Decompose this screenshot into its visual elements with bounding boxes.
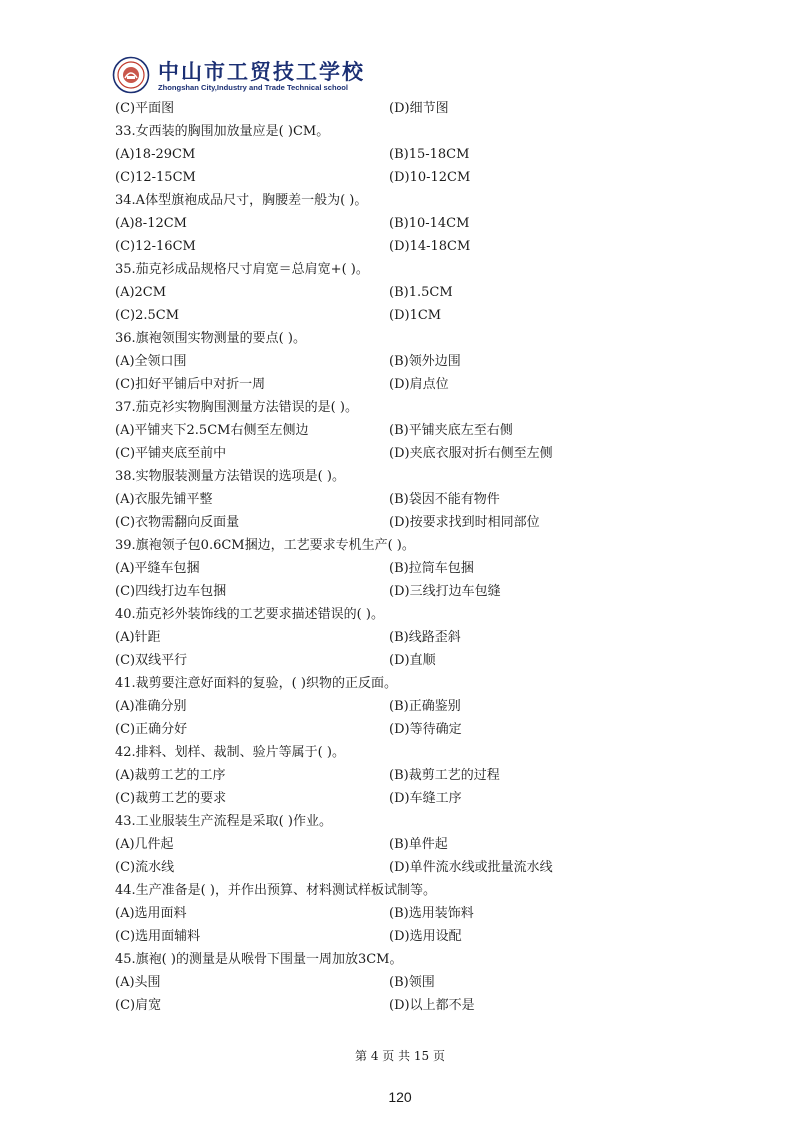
- option-left: (A)选用面料: [115, 906, 187, 921]
- option-right: (B)裁剪工艺的过程: [389, 768, 500, 783]
- option-row: [115, 787, 715, 810]
- option-left: (A)针距: [115, 630, 161, 645]
- option-row: [115, 833, 715, 856]
- option-left: (A)准确分别: [115, 699, 187, 714]
- option-left: (C)四线打边车包捆: [115, 584, 227, 599]
- option-left: (A)平缝车包捆: [115, 561, 200, 576]
- option-row: [115, 856, 715, 879]
- option-left: (C)选用面辅料: [115, 929, 201, 944]
- option-left: (C)2.5CM: [115, 308, 180, 323]
- option-right: (B)10-14CM: [389, 216, 470, 231]
- option-left: (A)平铺夹下2.5CM右侧至左侧边: [115, 423, 309, 438]
- option-left: (A)8-12CM: [115, 216, 187, 231]
- option-right: (D)肩点位: [389, 377, 449, 392]
- question-text: 43.工业服装生产流程是采取( )作业。: [115, 814, 332, 829]
- option-left: (A)18-29CM: [115, 147, 196, 162]
- option-left: (A)裁剪工艺的工序: [115, 768, 226, 783]
- option-right: (D)单件流水线或批量流水线: [389, 860, 553, 875]
- option-row: [115, 304, 715, 327]
- question-text: 38.实物服装测量方法错误的选项是( )。: [115, 469, 345, 484]
- option-left: (C)平面图: [115, 101, 175, 116]
- question-text: 41.裁剪要注意好面料的复验，( )织物的正反面。: [115, 676, 397, 691]
- question-text: 39.旗袍领子包0.6CM捆边，工艺要求专机生产( )。: [115, 538, 415, 553]
- option-row: [115, 511, 715, 534]
- option-row: [115, 649, 715, 672]
- option-left: (A)2CM: [115, 285, 167, 300]
- option-right: (B)领外边围: [389, 354, 461, 369]
- option-row: [115, 235, 715, 258]
- option-right: (D)1CM: [389, 308, 442, 323]
- option-row: [115, 97, 715, 120]
- option-row: [115, 373, 715, 396]
- option-right: (D)选用设配: [389, 929, 462, 944]
- page-of-label: 第 4 页 共 15 页: [355, 1049, 445, 1063]
- option-row: [115, 419, 715, 442]
- option-right: (D)等待确定: [389, 722, 462, 737]
- question-text: 37.茄克衫实物胸围测量方法错误的是( )。: [115, 400, 358, 415]
- question-text: 35.茄克衫成品规格尺寸肩宽＝总肩宽+( )。: [115, 262, 369, 277]
- question-text: 45.旗袍( )的测量是从喉骨下围量一周加放3CM。: [115, 952, 403, 967]
- option-right: (B)正确鉴别: [389, 699, 461, 714]
- option-right: (B)15-18CM: [389, 147, 470, 162]
- option-right: (B)袋因不能有物件: [389, 492, 500, 507]
- school-logo-icon: [112, 56, 150, 94]
- option-right: (B)拉筒车包捆: [389, 561, 474, 576]
- option-right: (D)夹底衣服对折右侧至左侧: [389, 446, 553, 461]
- option-left: (A)头围: [115, 975, 161, 990]
- option-right: (D)以上都不是: [389, 998, 475, 1013]
- option-left: (C)12-16CM: [115, 239, 196, 254]
- option-left: (C)裁剪工艺的要求: [115, 791, 227, 806]
- option-left: (C)平铺夹底至前中: [115, 446, 227, 461]
- option-right: (D)10-12CM: [389, 170, 471, 185]
- option-row: [115, 212, 715, 235]
- option-right: (B)领围: [389, 975, 435, 990]
- option-row: [115, 764, 715, 787]
- option-left: (C)双线平行: [115, 653, 188, 668]
- option-right: (D)按要求找到时相同部位: [389, 515, 540, 530]
- option-row: [115, 718, 715, 741]
- option-right: (B)1.5CM: [389, 285, 453, 300]
- option-row: [115, 143, 715, 166]
- option-row: [115, 166, 715, 189]
- option-row: [115, 902, 715, 925]
- page-number: 120: [388, 1089, 412, 1105]
- school-header: [112, 56, 512, 96]
- question-text: 42.排料、划样、裁制、验片等属于( )。: [115, 745, 345, 760]
- option-row: [115, 350, 715, 373]
- option-row: [115, 626, 715, 649]
- option-left: (C)扣好平铺后中对折一周: [115, 377, 266, 392]
- option-left: (C)正确分好: [115, 722, 188, 737]
- question-text: 40.茄克衫外装饰线的工艺要求描述错误的( )。: [115, 607, 384, 622]
- option-left: (C)12-15CM: [115, 170, 196, 185]
- option-right: (B)线路歪斜: [389, 630, 461, 645]
- option-right: (D)三线打边车包缝: [389, 584, 501, 599]
- option-right: (D)细节图: [389, 101, 449, 116]
- option-left: (C)衣物需翻向反面量: [115, 515, 240, 530]
- option-row: [115, 488, 715, 511]
- option-right: (B)选用装饰料: [389, 906, 474, 921]
- school-name-en: Zhongshan City,Industry and Trade Technical school: [158, 83, 349, 92]
- option-row: [115, 580, 715, 603]
- option-row: [115, 925, 715, 948]
- option-right: (D)车缝工序: [389, 791, 462, 806]
- school-name-cn: 中山市工贸技工学校: [158, 60, 365, 84]
- question-list: [115, 97, 715, 1017]
- option-row: [115, 281, 715, 304]
- question-text: 36.旗袍领围实物测量的要点( )。: [115, 331, 306, 346]
- option-row: [115, 557, 715, 580]
- option-left: (A)全领口围: [115, 354, 187, 369]
- option-right: (D)直顺: [389, 653, 436, 668]
- option-row: [115, 994, 715, 1017]
- question-text: 44.生产准备是( )，并作出预算、材料测试样板试制等。: [115, 883, 436, 898]
- option-left: (A)衣服先铺平整: [115, 492, 213, 507]
- option-row: [115, 695, 715, 718]
- option-right: (B)平铺夹底左至右侧: [389, 423, 513, 438]
- option-left: (C)肩宽: [115, 998, 162, 1013]
- option-left: (C)流水线: [115, 860, 175, 875]
- question-text: 34.A体型旗袍成品尺寸，胸腰差一般为( )。: [115, 193, 368, 208]
- option-right: (B)单件起: [389, 837, 448, 852]
- option-right: (D)14-18CM: [389, 239, 471, 254]
- question-text: 33.女西装的胸围加放量应是( )CM。: [115, 124, 330, 139]
- option-row: [115, 442, 715, 465]
- option-left: (A)几件起: [115, 837, 174, 852]
- option-row: [115, 971, 715, 994]
